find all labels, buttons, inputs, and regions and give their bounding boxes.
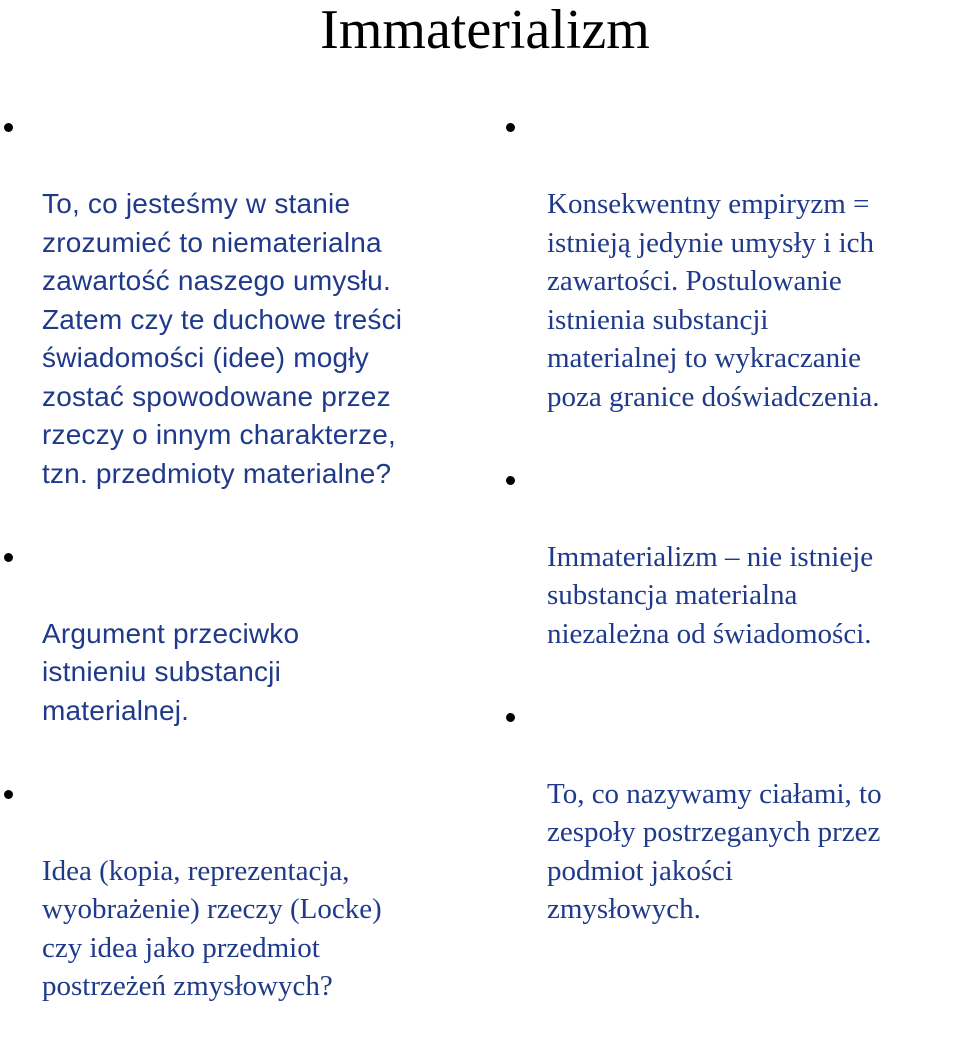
bullet-dot-icon: [506, 476, 515, 485]
bullet-dot-icon: [506, 123, 515, 132]
bullet-item: [504, 108, 960, 455]
bullet-text: Konsekwentny empiryzm = istnieją jedynie umysły i ich zawartości. Postulowanie istnienia substancji materialnej to wykraczanie poza granice doświadczenia.: [547, 188, 880, 413]
right-bullet-list: [504, 108, 960, 973]
bullet-text: To, co jesteśmy w stanie zrozumieć to niematerialna zawartość naszego umysłu. Zatem czy te duchowe treści świadomości (idee) mogły zostać spowodowane przez rzeczy o innym charakterze, tzn. przedmioty materialne?: [42, 188, 403, 489]
bullet-text: Immaterializm – nie istnieje substancja materialna niezależna od świadomości.: [547, 540, 874, 650]
bullet-dot-icon: [4, 790, 13, 799]
left-bullet-list: [0, 108, 470, 1050]
bullet-item: [0, 108, 470, 532]
bullet-text: Argument przeciwko istnieniu substancji materialnej.: [42, 617, 300, 726]
bullet-text: To, co nazywamy ciałami, to zespoły postrzeganych przez podmiot jakości zmysłowych.: [547, 777, 882, 925]
slide-title: Immaterializm: [320, 0, 650, 61]
bullet-item: [0, 775, 470, 1045]
bullet-item: [0, 538, 470, 769]
bullet-dot-icon: [506, 713, 515, 722]
bullet-text: Idea (kopia, reprezentacja, wyobrażenie) rzeczy (Locke) czy idea jako przedmiot postrzeżeń zmysłowych?: [42, 854, 382, 1002]
bullet-dot-icon: [4, 123, 13, 132]
bullet-dot-icon: [4, 553, 13, 562]
bullet-item: [504, 461, 960, 692]
bullet-item: [504, 698, 960, 968]
